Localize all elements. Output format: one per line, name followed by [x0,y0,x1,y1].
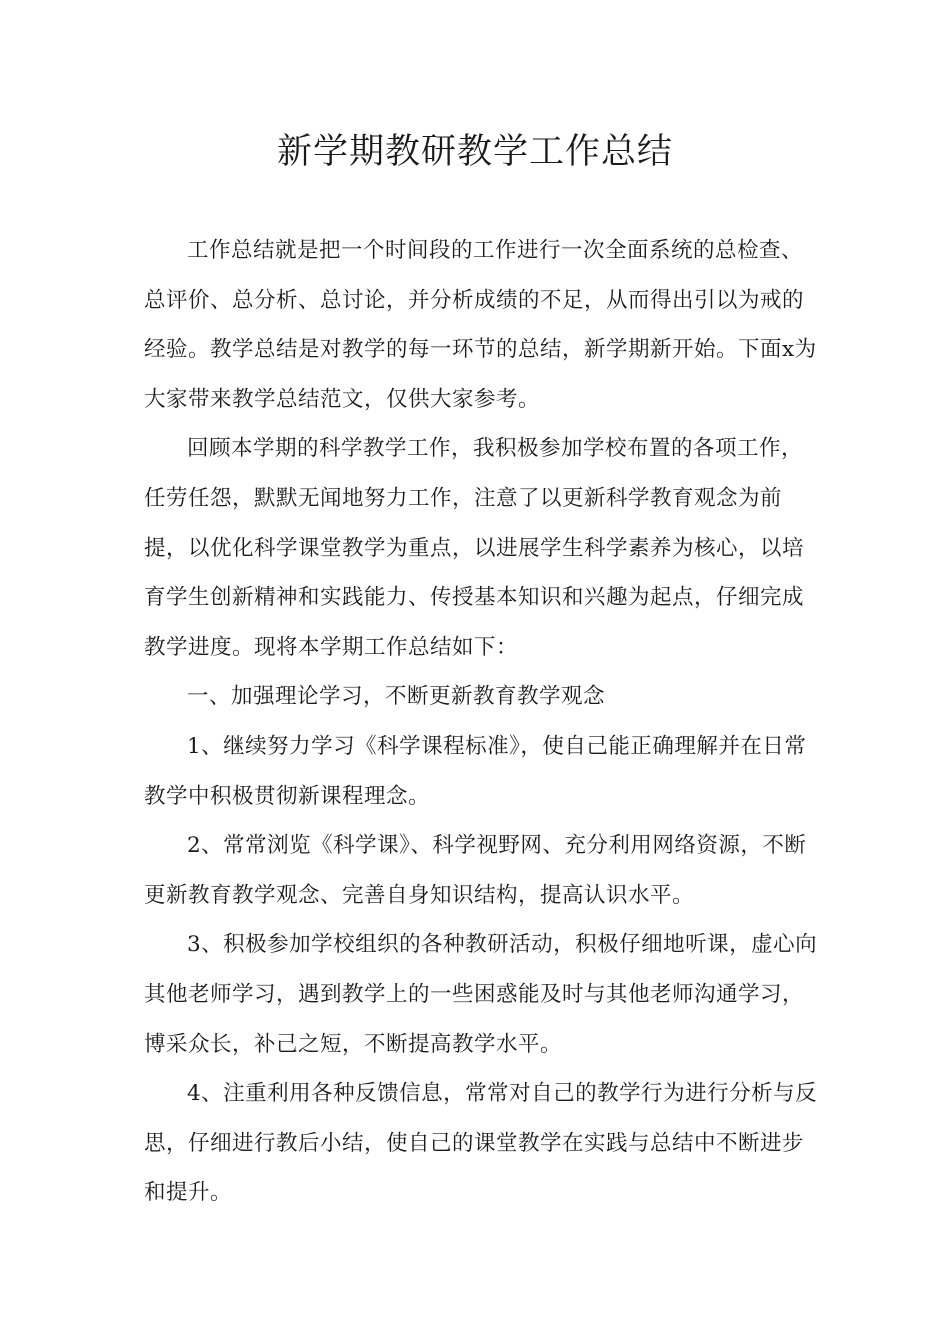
section-heading-1: 一、加强理论学习，不断更新教育教学观念 [187,684,606,710]
document-title: 新学期教研教学工作总结 [276,132,673,172]
list-item-1: 1、继续努力学习《科学课程标准》，使自己能正确理解并在日常教学中积极贯彻新课程理念。 [144,733,807,809]
document-body [144,226,824,1218]
list-item-4: 4、注重利用各种反馈信息，常常对自己的教学行为进行分析与反思，仔细进行教后小结，使自己的课堂教学在实践与总结中不断进步和提升。 [144,1081,818,1206]
list-item-3: 3、积极参加学校组织的各种教研活动，积极仔细地听课，虚心向其他老师学习，遇到教学上的一些困惑能及时与其他老师沟通学习，博采众长，补己之短，不断提高教学水平。 [144,932,818,1057]
list-item-2: 2、常常浏览《科学课》、科学视野网、充分利用网络资源，不断更新教育教学观念、完善自身知识结构，提高认识水平。 [144,833,807,908]
paragraph-review: 回顾本学期的科学教学工作，我积极参加学校布置的各项工作，任劳任怨，默默无闻地努力工作，注意了以更新科学教育观念为前提，以优化科学课堂教学为重点，以进展学生科学素养为核心，以培育学生创新精神和实践能力、传授基本知识和兴趣为起点，仔细完成教学进度。现将本学期工作总结如下： [144,436,805,660]
paragraph-intro: 工作总结就是把一个时间段的工作进行一次全面系统的总检查、总评价、总分析、总讨论，并分析成绩的不足，从而得出引以为戒的经验。教学总结是对教学的每一环节的总结，新学期新开始。下面x为大家带来教学总结范文，仅供大家参考。 [144,238,817,412]
